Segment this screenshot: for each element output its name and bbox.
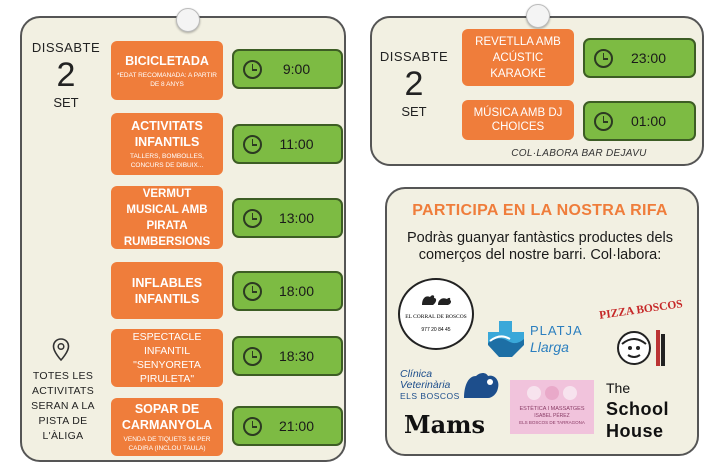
day-name: DISSABTE <box>31 40 101 55</box>
clock-icon <box>243 60 262 79</box>
event-time: 18:30 <box>278 348 315 364</box>
day-number: 2 <box>404 65 424 103</box>
event-subtitle: TALLERS, BOMBOLLES, CONCURS DE DIBUIX... <box>130 153 204 169</box>
logo-platja-llarga <box>486 317 586 359</box>
day-label-right <box>376 49 452 119</box>
estetica-line3: ELS BOSCOS DE TARRAGONA <box>519 420 585 425</box>
time-box <box>232 124 343 164</box>
event-title: VERMUT MUSICAL AMB PIRATA RUMBERSIONS <box>123 187 211 248</box>
time-box <box>232 198 343 238</box>
clock-icon <box>243 282 262 301</box>
location-text: TOTES LES ACTIVITATS SERAN A LA PISTA DE L'ÀLIGA <box>31 370 95 442</box>
corral-phone: 977 20 84 45 <box>421 327 451 333</box>
event-time: 01:00 <box>630 113 667 129</box>
school-line2: School <box>606 399 670 419</box>
event-vermut <box>111 186 223 249</box>
clock-icon <box>243 135 262 154</box>
time-box <box>232 406 343 446</box>
time-box <box>232 49 343 89</box>
event-title: SOPAR DE CARMANYOLA <box>121 402 213 432</box>
pin-right <box>526 4 550 28</box>
clock-icon <box>243 347 262 366</box>
event-title: REVETLLA AMB ACÚSTIC KARAOKE <box>475 35 561 80</box>
estetica-line1: ESTÈTICA I MASSATGES <box>519 406 585 412</box>
logo-corral-de-boscos <box>398 278 474 350</box>
estetica-line2: ISABEL PÉREZ <box>534 413 570 419</box>
platja-line1: PLATJA <box>530 323 583 338</box>
event-title: ACTIVITATS INFANTILS <box>131 119 203 149</box>
platja-line2: Llarga <box>530 339 569 355</box>
event-inflables <box>111 262 223 319</box>
event-activitats <box>111 113 223 175</box>
pizza-name: PIZZA BOSCOS <box>598 298 684 322</box>
logo-mams: Mams <box>404 410 486 439</box>
event-espectacle <box>111 329 223 387</box>
day-month: SET <box>401 104 427 119</box>
collabora-text: COL·LABORA BAR DEJAVU <box>511 148 647 159</box>
time-box <box>583 38 696 78</box>
raffle-text: Podràs guanyar fantàstics productes dels comerços del nostre barri. Col·labora: <box>407 230 673 263</box>
school-line1: The <box>606 380 631 396</box>
clock-icon <box>243 417 262 436</box>
logo-pizza-boscos <box>596 300 686 370</box>
event-time: 18:00 <box>278 283 315 299</box>
day-number: 2 <box>56 56 76 94</box>
clinica-line3: ELS BOSCOS <box>400 391 460 401</box>
event-time: 23:00 <box>630 50 667 66</box>
time-box <box>232 271 343 311</box>
event-bicicletada <box>111 41 223 100</box>
clock-icon <box>594 112 613 131</box>
clinica-line2: Veterinària <box>400 379 451 391</box>
day-label-left <box>28 40 104 110</box>
event-time: 11:00 <box>279 136 314 152</box>
event-musica <box>462 100 574 140</box>
clock-icon <box>594 49 613 68</box>
event-title: MÚSICA AMB DJ CHOICES <box>473 107 563 133</box>
event-time: 21:00 <box>278 418 315 434</box>
day-month: SET <box>53 95 79 110</box>
logo-the-school-house <box>604 380 694 442</box>
event-time: 13:00 <box>278 210 315 226</box>
logo-clinica-veterinaria <box>398 368 504 408</box>
event-subtitle: *EDAT RECOMANADA: A PARTIR DE 8 ANYS <box>117 71 217 88</box>
map-pin-icon <box>52 338 70 362</box>
time-box <box>232 336 343 376</box>
event-title: INFLABLES INFANTILS <box>131 275 203 306</box>
corral-name: EL CORRAL DE BOSCOS <box>405 314 467 320</box>
time-box <box>583 101 696 141</box>
event-title: BICICLETADA <box>125 53 209 68</box>
clinica-line1: Clínica <box>400 368 433 380</box>
event-time: 9:00 <box>282 61 311 77</box>
school-line3: House <box>606 421 664 441</box>
day-name: DISSABTE <box>379 49 449 64</box>
pin-left <box>176 8 200 32</box>
raffle-title: PARTICIPA EN LA NOSTRA RIFA <box>412 202 668 219</box>
event-subtitle: VENDA DE TIQUETS 1€ PER CADIRA (INCLOU TAULA) <box>123 436 211 452</box>
clock-icon <box>243 209 262 228</box>
event-sopar <box>111 398 223 456</box>
event-title: ESPECTACLE INFANTIL "SENYORETA PIRULETA" <box>132 331 202 385</box>
logo-estetica-massatges <box>510 380 594 434</box>
event-revetlla <box>462 29 574 86</box>
